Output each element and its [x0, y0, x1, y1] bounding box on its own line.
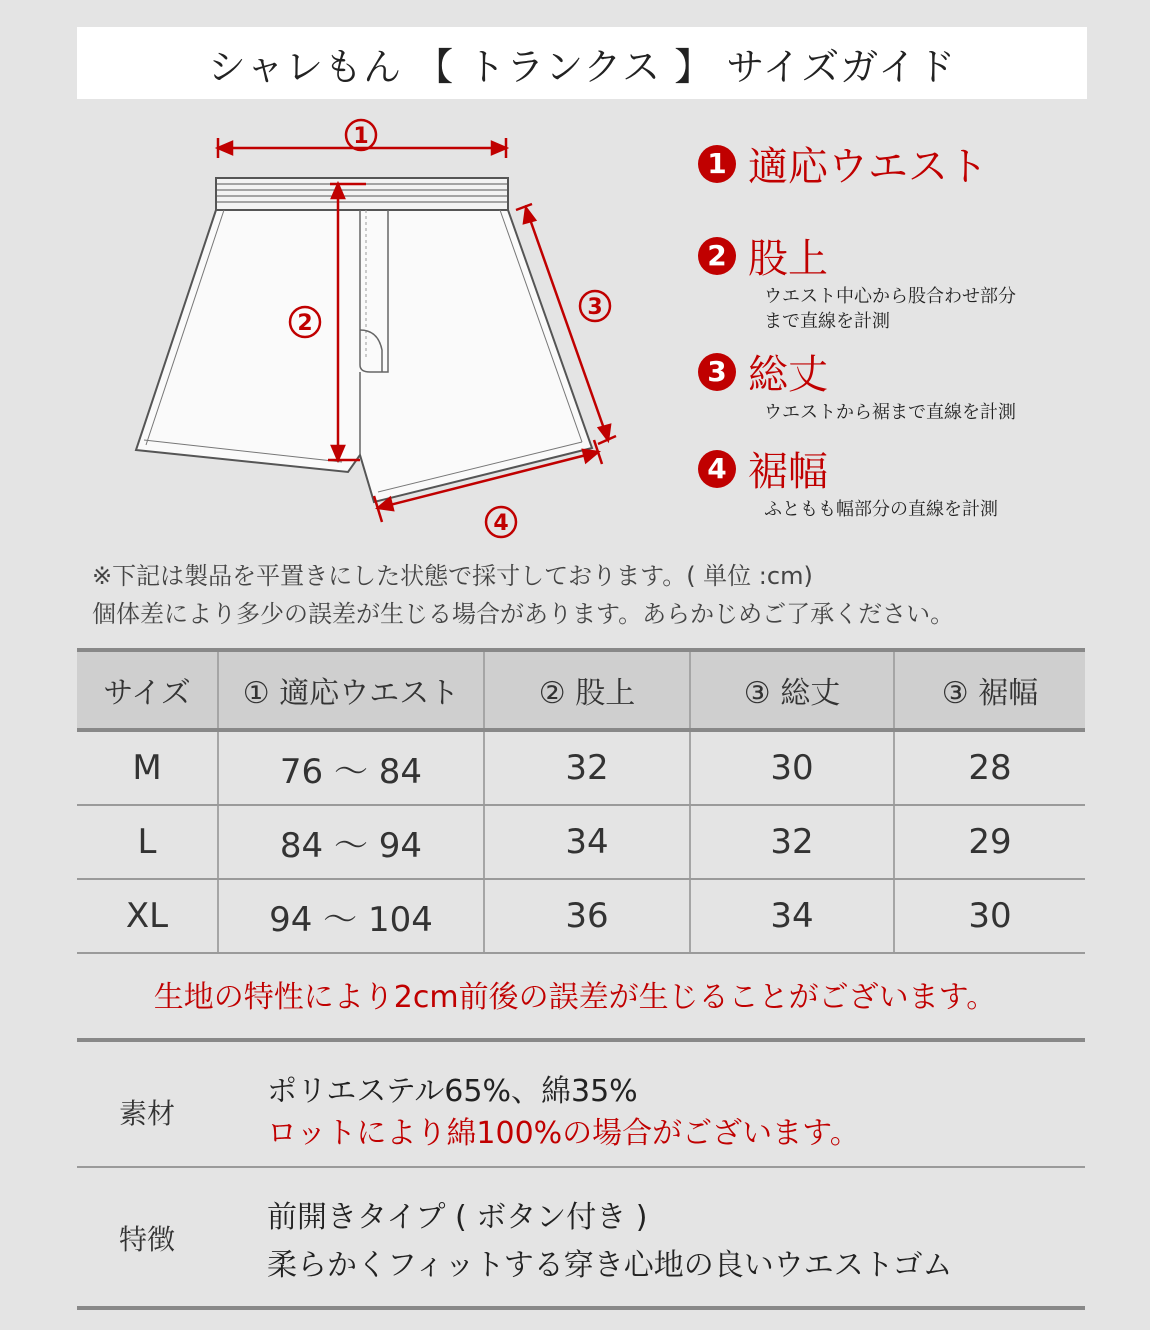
- rise-cell: 32: [484, 730, 690, 805]
- waist-cell: 94 ～ 104: [218, 879, 484, 953]
- divider: [77, 1166, 1085, 1168]
- material-label: 素材: [118, 1097, 175, 1130]
- marker-4: 4: [493, 511, 509, 536]
- waist-cell: 84 ～ 94: [218, 805, 484, 879]
- hem-cell: 28: [894, 730, 1085, 805]
- legend-number: 4: [698, 450, 736, 488]
- length-cell: 32: [690, 805, 894, 879]
- legend-item-rise: [698, 227, 1016, 334]
- trunks-diagram: [120, 110, 640, 550]
- rise-cell: 36: [484, 879, 690, 953]
- features-label: 特徴: [118, 1223, 175, 1256]
- legend-number: 3: [698, 353, 736, 391]
- size-cell: M: [77, 730, 218, 805]
- marker-2: 2: [297, 311, 313, 336]
- header-waist: ① 適応ウエスト: [218, 650, 484, 730]
- length-cell: 30: [690, 730, 894, 805]
- table-header-row: [77, 650, 1085, 730]
- divider: [77, 1306, 1085, 1310]
- header-hem: ③ 裾幅: [894, 650, 1085, 730]
- hem-cell: 30: [894, 879, 1085, 953]
- error-note: 生地の特性により2cm前後の誤差が生じることがございます。: [153, 980, 997, 1015]
- table-row: [77, 730, 1085, 805]
- length-cell: 34: [690, 879, 894, 953]
- trunks-body: [136, 210, 592, 502]
- legend-item-length: [698, 343, 1016, 425]
- waist-cell: 76 ～ 84: [218, 730, 484, 805]
- legend-desc: ふともも幅部分の直線を計測: [764, 499, 998, 520]
- rise-cell: 34: [484, 805, 690, 879]
- hem-cell: 29: [894, 805, 1085, 879]
- legend-item-waist: [698, 135, 988, 192]
- legend-label: 総丈: [748, 352, 828, 398]
- size-cell: XL: [77, 879, 218, 953]
- marker-3: 3: [587, 295, 603, 320]
- tolerance-note: 個体差により多少の誤差が生じる場合があります。あらかじめご了承ください。: [92, 600, 955, 628]
- legend-number: 2: [698, 237, 736, 275]
- material-lot-note: ロットにより綿100%の場合がございます。: [267, 1116, 860, 1151]
- legend-desc: ウエストから裾まで直線を計測: [764, 402, 1016, 423]
- legend-label: 股上: [748, 236, 828, 282]
- legend-label: 適応ウエスト: [748, 144, 988, 190]
- size-cell: L: [77, 805, 218, 879]
- header-size: サイズ: [77, 650, 218, 730]
- legend-desc: まで直線を計測: [764, 311, 890, 332]
- page-title: シャレもん 【 トランクス 】 サイズガイド: [77, 27, 1087, 99]
- legend-number: 1: [698, 145, 736, 183]
- header-length: ③ 総丈: [690, 650, 894, 730]
- features-line-2: 柔らかくフィットする穿き心地の良いウエストゴム: [267, 1248, 953, 1283]
- marker-1: 1: [353, 124, 369, 149]
- legend-desc: ウエスト中心から股合わせ部分: [764, 286, 1016, 307]
- legend-label: 裾幅: [748, 449, 828, 495]
- features-line-1: 前開きタイプ ( ボタン付き ): [267, 1200, 648, 1235]
- header-rise: ② 股上: [484, 650, 690, 730]
- material-composition: ポリエステル65%、綿35%: [267, 1074, 638, 1109]
- legend-item-hem: [698, 440, 998, 522]
- table-row: [77, 805, 1085, 879]
- table-row: [77, 879, 1085, 953]
- measure-note: ※下記は製品を平置きにした状態で採寸しております。( 単位 :cm): [92, 562, 813, 590]
- divider: [77, 1038, 1085, 1042]
- size-table: [77, 648, 1085, 954]
